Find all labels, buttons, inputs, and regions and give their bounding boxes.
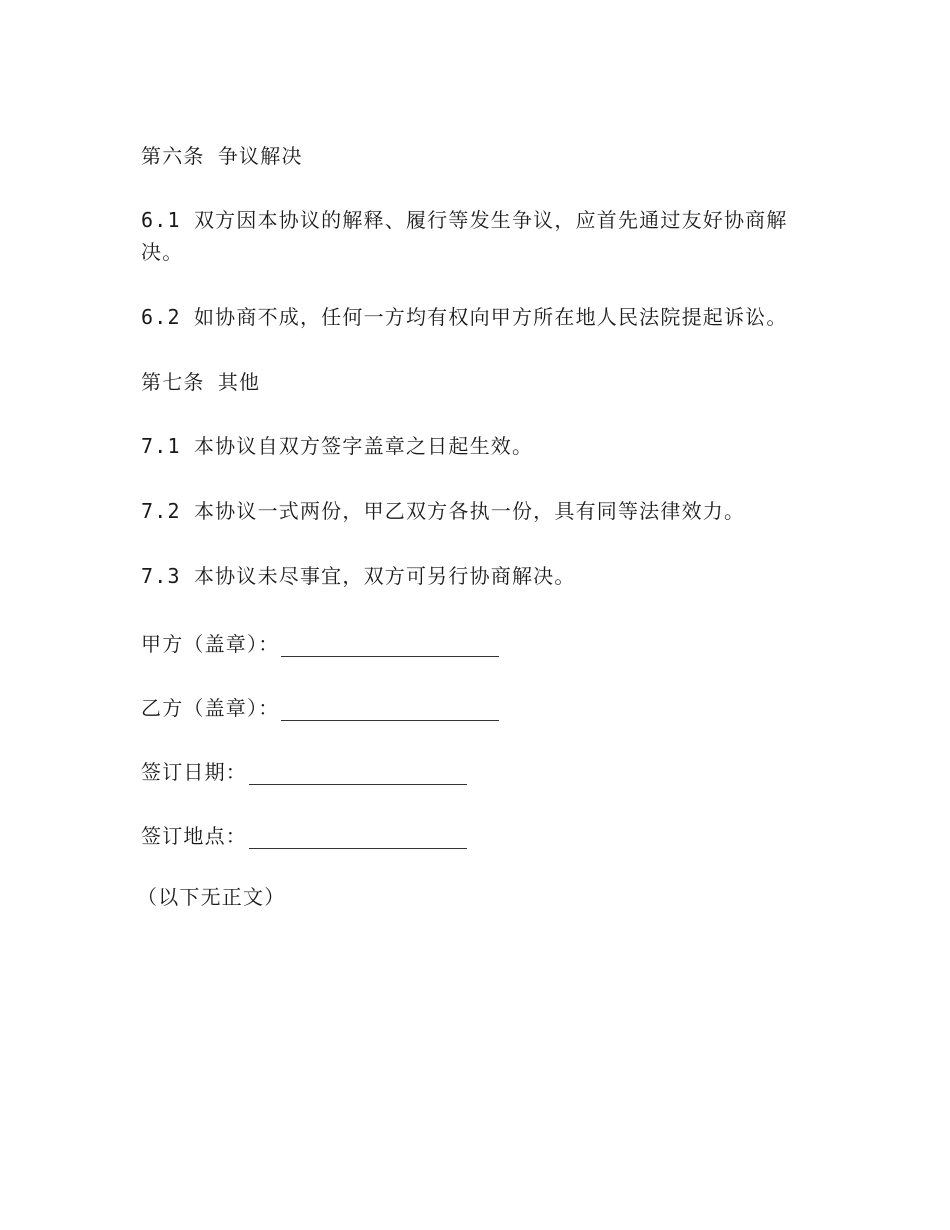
party-b-signature-row bbox=[141, 689, 811, 721]
end-note: （以下无正文） bbox=[137, 885, 286, 909]
clause-6-1: 6.1 双方因本协议的解释、履行等发生争议，应首先通过友好协商解决。 bbox=[141, 208, 788, 264]
sign-date-blank[interactable] bbox=[249, 762, 467, 785]
sign-date-label: 签订日期： bbox=[141, 760, 247, 784]
sign-place-label: 签订地点： bbox=[141, 824, 247, 848]
article-7-heading: 第七条 其他 bbox=[141, 370, 261, 394]
sign-date-row bbox=[141, 753, 811, 785]
sign-place-row bbox=[141, 817, 811, 849]
party-a-signature-row bbox=[141, 625, 811, 657]
party-b-signature-blank[interactable] bbox=[281, 698, 499, 721]
party-a-signature-blank[interactable] bbox=[281, 634, 499, 657]
sign-place-blank[interactable] bbox=[249, 826, 467, 849]
document-body bbox=[137, 140, 811, 913]
clause-7-2: 7.2 本协议一式两份，甲乙双方各执一份，具有同等法律效力。 bbox=[141, 499, 746, 523]
clause-6-2: 6.2 如协商不成，任何一方均有权向甲方所在地人民法院提起诉讼。 bbox=[141, 305, 788, 329]
article-6-heading: 第六条 争议解决 bbox=[141, 144, 303, 168]
party-b-label: 乙方（盖章）： bbox=[141, 696, 280, 720]
clause-7-1: 7.1 本协议自双方签字盖章之日起生效。 bbox=[141, 434, 534, 458]
clause-7-3: 7.3 本协议未尽事宜，双方可另行协商解决。 bbox=[141, 564, 576, 588]
party-a-label: 甲方（盖章）： bbox=[141, 632, 280, 656]
